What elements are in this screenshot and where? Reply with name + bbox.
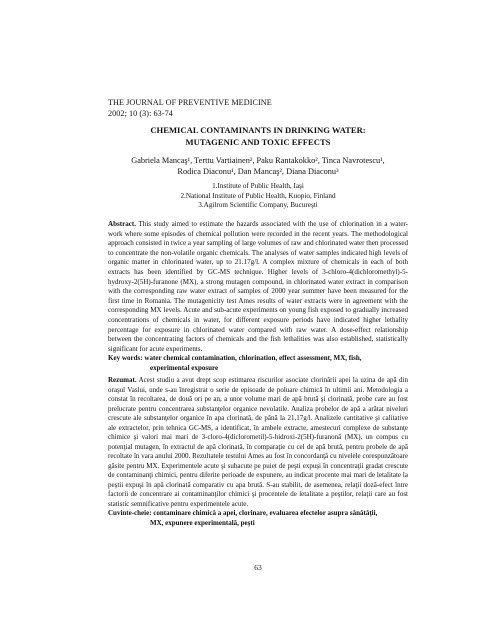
title-line-1: CHEMICAL CONTAMINANTS IN DRINKING WATER: — [150, 125, 366, 135]
title-line-2: MUTAGENIC AND TOXIC EFFECTS — [185, 136, 331, 147]
abstract-keywords — [108, 354, 408, 364]
rezumat-text: Acest studiu a avut drept scop estimarea riscurilor asociate clorinării apei la uzina de apă din oraşul Vaslui, unde s-au înregistrat o serie de episoade de poluare chimică în ultimii ani. Metodologia a constat în recoltarea, de două ori pe an, a unor volume mari de apă brută şi clorinată, probe care au fost prelucrate pentru concentrarea substanţelor organice nevolatile. Analiza probelor de apă a arătat niveluri crescute ale substanţelor organice în apa clorinată, de până la 21,17g/l. Analizele cantitative şi calitative ale extractelor, prin tehnica GC-MS, a identificat, în ambele extracte, amestecuri complexe de substanţe chimice şi valori mai mari de 3-cloro-4(diclorometil)-5-hidroxi-2(5H)-furanonă (MX), un compus cu potenţial mutagen, în extractul de apă clorinată, în comparaţie cu cel de apă brută, pentru probele de apă recoltate în vara anului 2000. Rezultatele testului Ames au fost în concordanţă cu nivelele corespunzătoare găsite pentru MX. Experimentele acute şi subacute pe puiet de peşti expuşi în concentraţii gradat crescute de contaminanţi chimici, pentru diferite perioade de expunere, au indicat procente mai mari de letalitate la peştii expuşi în apă clorinată comparativ cu apa brută. S-au stabilit, de asemenea, relaţii doză-efect între factorii de concentrare ai contaminanţilor chimici şi procentele de letalitate a peştilor, relaţii care au fost statistic semnificative pentru experimentele acute. — [108, 376, 408, 508]
journal-name: THE JOURNAL OF PREVENTIVE MEDICINE — [108, 98, 272, 107]
abstract-section — [108, 220, 408, 374]
authors-line-2: Rodica Diaconu¹, Dan Mancaş², Diana Diaconu³ — [177, 167, 339, 176]
abstract-paragraph — [108, 220, 408, 354]
rezumat-label: Rezumat. — [108, 376, 137, 384]
keywords-line-2: experimental exposure — [150, 363, 219, 372]
author-list — [108, 155, 408, 177]
keywords-line-1: water chemical contamination, chlorination, effect assessment, MX, fish, — [144, 354, 362, 363]
journal-header — [108, 97, 272, 119]
cuvinte-cheie-label: Cuvinte-cheie: — [108, 509, 152, 517]
affiliation-1: 1.Institute of Public Health, Iaşi — [212, 182, 304, 190]
authors-line-1: Gabriela Mancaş¹, Terttu Vartiainen², Paku Rantakokko², Tinca Navrotescu¹, — [131, 156, 385, 165]
rezumat-section — [108, 376, 408, 528]
rezumat-keywords — [108, 509, 408, 519]
abstract-label: Abstract. — [108, 220, 136, 228]
affiliation-3: 3.Agilrom Scientific Company, Bucureşti — [198, 201, 318, 210]
affiliation-2: 2.National Institute of Public Health, Kuopio, Finland — [180, 191, 336, 200]
cuvinte-cheie-line-2: MX, expunere experimentală, peşti — [150, 518, 255, 527]
rezumat-paragraph — [108, 376, 408, 509]
keywords-label: Key words: — [108, 354, 143, 363]
cuvinte-cheie-line-1: contaminare chimică a apei, clorinare, evaluarea efectelor asupra sănătăţii, — [153, 509, 378, 517]
article-title — [108, 125, 408, 148]
abstract-text: This study aimed to estimate the hazards associated with the use of chlorination in a water-work where some episodes of chemical pollution were recorded in the recent years. The methodological approach consisted in twice a year sampling of large volumes of raw and chlorinated water then processed to concentrate the non-volatile organic chemicals. The analyses of water samples indicated high levels of organic matter in chlorinated water, up to 21.17g/l. A complex mixture of chemicals in each of both extracts has been identified by GC-MS technique. Higher levels of 3-chloro-4(dichloromethyl)-5-hydroxy-2(5H)-furanone (MX), a strong mutagen compound, in chlorinated water extract in comparison with the corresponding raw water extract of samples of 2000 year summer have been measured for the first time in Romania. The mutagenicity test Ames results of water extracts were in agreement with the corresponding MX levels. Acute and sub-acute experiments on young fish exposed to gradually increased concentrations of chemicals in water, for different exposure periods have indicated higher lethality percentage for exposure in chlorinated water compared with raw water. A dose-effect relationship between the concentrating factors of chemicals and the fish lethalities was also established, statistically significant for acute experiments. — [108, 220, 409, 353]
journal-citation: 2002; 10 (3): 63-74 — [108, 109, 173, 118]
page-number: 63 — [254, 563, 262, 572]
affiliations — [108, 182, 408, 211]
